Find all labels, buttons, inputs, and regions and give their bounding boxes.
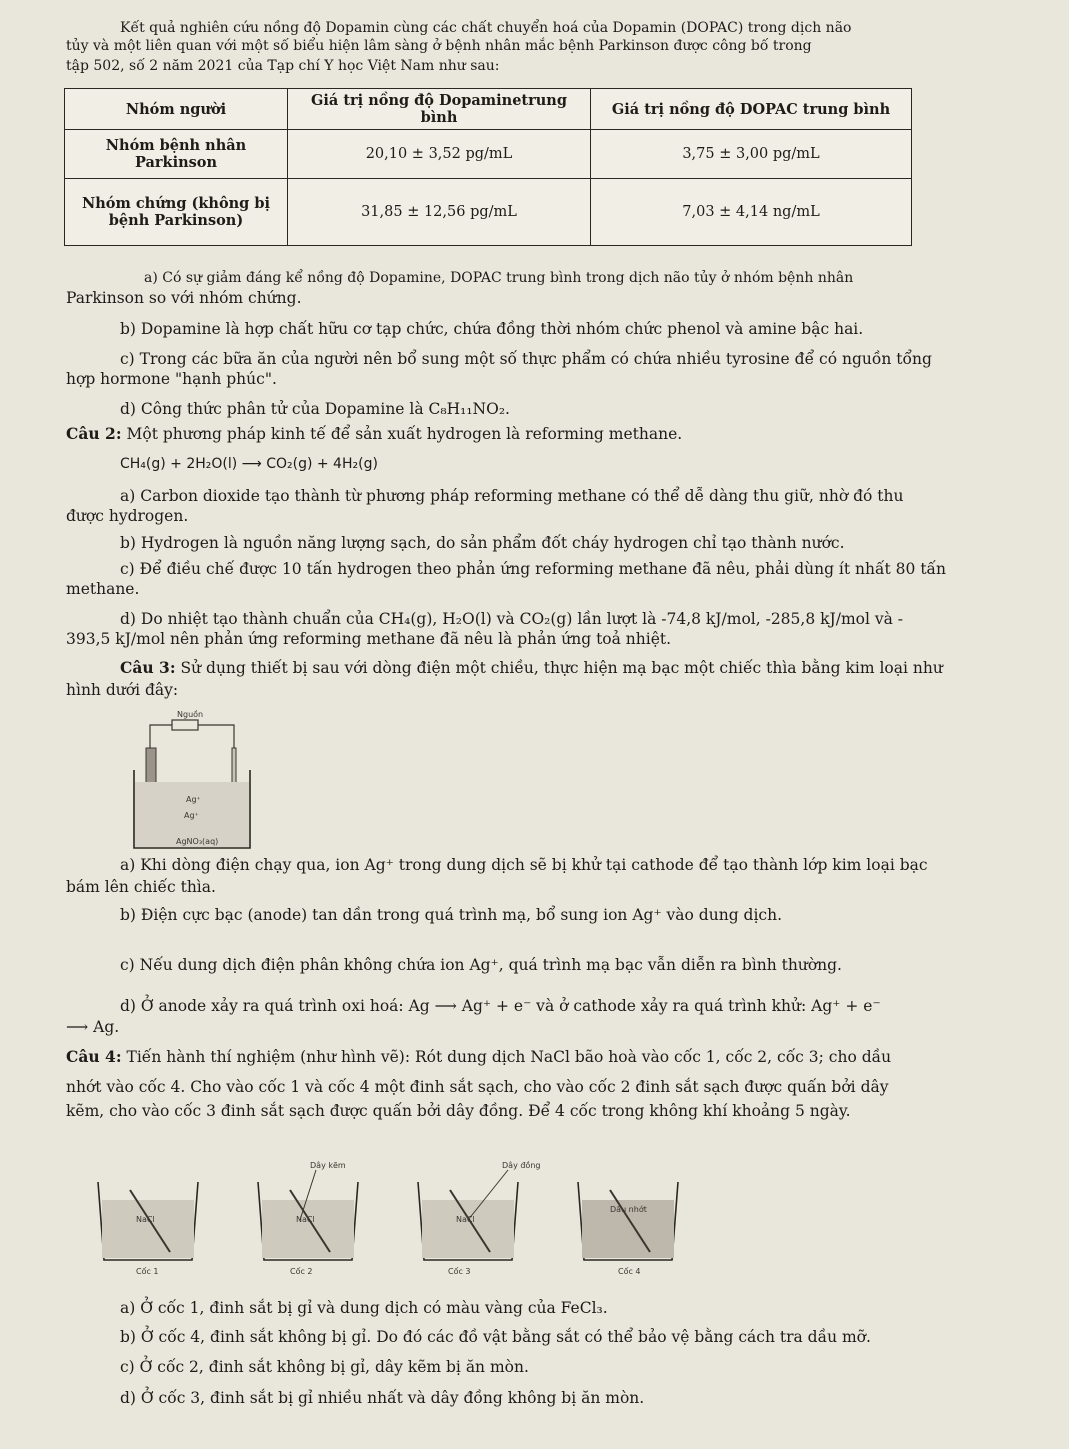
q3-stem-line-2: hình dưới đây:	[66, 681, 179, 699]
beaker-3-label: Cốc 3	[448, 1267, 471, 1276]
q1-a-line-1: a) Có sự giảm đáng kể nồng độ Dopamine, DOPAC trung bình trong dịch não tủy ở nhóm bệnh nhân	[144, 270, 854, 286]
q2-a-line-1: a) Carbon dioxide tạo thành từ phương pháp reforming methane có thể dễ dàng thu giữ, nhờ đó thu	[120, 487, 904, 505]
beaker-4-solution: Dầu nhớt	[610, 1205, 647, 1214]
q4-stem-line-1	[66, 1047, 891, 1067]
q2-a-line-2: được hydrogen.	[66, 507, 189, 525]
q4-text: Tiến hành thí nghiệm (như hình vẽ): Rót dung dịch NaCl bão hoà vào cốc 1, cốc 2, cốc 3; cho dầu	[121, 1048, 892, 1066]
intro-line-2: tủy và một liên quan với một số biểu hiện lâm sàng ở bệnh nhân mắc bệnh Parkinson được công bố trong	[66, 38, 812, 54]
beaker-1-solution: NaCl	[136, 1215, 155, 1224]
table-cell: Nhóm chứng (không bị bệnh Parkinson)	[65, 179, 288, 246]
table-header-row	[65, 89, 912, 130]
table-header: Nhóm người	[65, 89, 288, 130]
q2-c-line-2: methane.	[66, 580, 140, 598]
q1-b: b) Dopamine là hợp chất hữu cơ tạp chức, chứa đồng thời nhóm chức phenol và amine bậc hai.	[120, 320, 864, 338]
q2-text: Một phương pháp kinh tế để sản xuất hydrogen là reforming methane.	[121, 425, 683, 443]
corrosion-figure	[90, 1160, 710, 1280]
q3-d-line-1: d) Ở anode xảy ra quá trình oxi hoá: Ag ⟶ Ag⁺ + e⁻ và ở cathode xảy ra quá trình khử: Ag⁺ + e⁻	[120, 997, 881, 1015]
solution-label: AgNO₃(aq)	[176, 837, 219, 846]
q2-c-line-1: c) Để điều chế được 10 tấn hydrogen theo phản ứng reforming methane đã nêu, phải dùng ít nhất 80 tấn	[120, 560, 947, 578]
power-source	[172, 720, 198, 730]
q1-a-line-2: Parkinson so với nhóm chứng.	[66, 289, 302, 307]
beaker-1-label: Cốc 1	[136, 1267, 159, 1276]
intro-line-3: tập 502, số 2 năm 2021 của Tạp chí Y học Việt Nam như sau:	[66, 58, 500, 74]
beaker-3	[418, 1170, 518, 1276]
q1-c-line-1: c) Trong các bữa ăn của người nên bổ sung một số thực phẩm có chứa nhiều tyrosine để có nguồn tổng	[120, 350, 932, 368]
table-cell: Nhóm bệnh nhân Parkinson	[65, 130, 288, 179]
ion-label-1: Ag⁺	[186, 795, 201, 804]
beaker-4	[578, 1182, 678, 1276]
beaker-2-label: Cốc 2	[290, 1267, 313, 1276]
q1-d: d) Công thức phân tử của Dopamine là C₈H₁₁NO₂.	[120, 400, 510, 418]
q4-c: c) Ở cốc 2, đinh sắt không bị gỉ, dây kẽm bị ăn mòn.	[120, 1358, 529, 1376]
table-row	[65, 130, 912, 179]
q3-stem-line-1	[120, 658, 943, 678]
q4-stem-line-2: nhớt vào cốc 4. Cho vào cốc 1 và cốc 4 một đinh sắt sạch, cho vào cốc 2 đinh sắt sạch được quấn bởi dây	[66, 1078, 889, 1096]
beaker-2-solution: NaCl	[296, 1215, 315, 1224]
q4-title: Câu 4:	[66, 1047, 122, 1066]
q4-b: b) Ở cốc 4, đinh sắt không bị gỉ. Do đó các đồ vật bằng sắt có thể bảo vệ bằng cách tra dầu mỡ.	[120, 1328, 871, 1346]
q4-d: d) Ở cốc 3, đinh sắt bị gỉ nhiều nhất và dây đồng không bị ăn mòn.	[120, 1389, 645, 1407]
beaker-4-label: Cốc 4	[618, 1267, 641, 1276]
q2-equation: CH₄(g) + 2H₂O(l) ⟶ CO₂(g) + 4H₂(g)	[120, 456, 378, 472]
intro-line-1: Kết quả nghiên cứu nồng độ Dopamin cùng các chất chuyển hoá của Dopamin (DOPAC) trong dịch não	[120, 20, 852, 36]
wire-left	[150, 725, 172, 750]
beaker-2-liquid	[262, 1200, 354, 1258]
q2-title: Câu 2:	[66, 424, 122, 443]
q1-c-line-2: hợp hormone "hạnh phúc".	[66, 370, 277, 388]
wire-right	[198, 725, 234, 748]
ion-label-2: Ag⁺	[184, 811, 199, 820]
copper-wire-label: Dây đồng	[502, 1161, 541, 1170]
power-label: Nguồn	[177, 710, 204, 719]
table-header: Giá trị nồng độ DOPAC trung bình	[591, 89, 912, 130]
table-row	[65, 179, 912, 246]
q3-text: Sử dụng thiết bị sau với dòng điện một chiều, thực hiện mạ bạc một chiếc thìa bằng kim loại như	[175, 659, 943, 677]
table-cell: 20,10 ± 3,52 pg/mL	[288, 130, 591, 179]
q3-b: b) Điện cực bạc (anode) tan dần trong quá trình mạ, bổ sung ion Ag⁺ vào dung dịch.	[120, 906, 783, 924]
beaker-3-liquid	[422, 1200, 514, 1258]
table-header: Giá trị nồng độ Dopaminetrung bình	[288, 89, 591, 130]
data-table	[64, 88, 912, 246]
q2-b: b) Hydrogen là nguồn năng lượng sạch, do sản phẩm đốt cháy hydrogen chỉ tạo thành nước.	[120, 534, 845, 552]
q3-c: c) Nếu dung dịch điện phân không chứa ion Ag⁺, quá trình mạ bạc vẫn diễn ra bình thường.	[120, 956, 842, 974]
q3-d-line-2: ⟶ Ag.	[66, 1018, 120, 1036]
q3-title: Câu 3:	[120, 658, 176, 677]
q2-d-line-1: d) Do nhiệt tạo thành chuẩn của CH₄(g), H₂O(l) và CO₂(g) lần lượt là -74,8 kJ/mol, -285,8 kJ/mol và -	[120, 610, 904, 628]
q2-stem	[66, 424, 682, 444]
q2-d-line-2: 393,5 kJ/mol nên phản ứng reforming methane đã nêu là phản ứng toả nhiệt.	[66, 630, 672, 648]
zinc-wire-label: Dây kẽm	[310, 1161, 346, 1170]
beaker-2	[258, 1170, 358, 1276]
beaker-3-solution: NaCl	[456, 1215, 475, 1224]
electroplating-figure	[124, 710, 274, 865]
q4-a: a) Ở cốc 1, đinh sắt bị gỉ và dung dịch có màu vàng của FeCl₃.	[120, 1299, 608, 1317]
beaker-1-liquid	[102, 1200, 194, 1258]
beaker-1	[98, 1182, 198, 1276]
q3-a-line-2: bám lên chiếc thìa.	[66, 878, 216, 896]
q3-a-line-1: a) Khi dòng điện chạy qua, ion Ag⁺ trong dung dịch sẽ bị khử tại cathode để tạo thành lớp kim loại bạc	[120, 856, 928, 874]
q4-stem-line-3: kẽm, cho vào cốc 3 đinh sắt sạch được quấn bởi dây đồng. Để 4 cốc trong không khí khoảng 5 ngày.	[66, 1102, 851, 1120]
table-cell: 31,85 ± 12,56 pg/mL	[288, 179, 591, 246]
table-cell: 3,75 ± 3,00 pg/mL	[591, 130, 912, 179]
table-cell: 7,03 ± 4,14 ng/mL	[591, 179, 912, 246]
